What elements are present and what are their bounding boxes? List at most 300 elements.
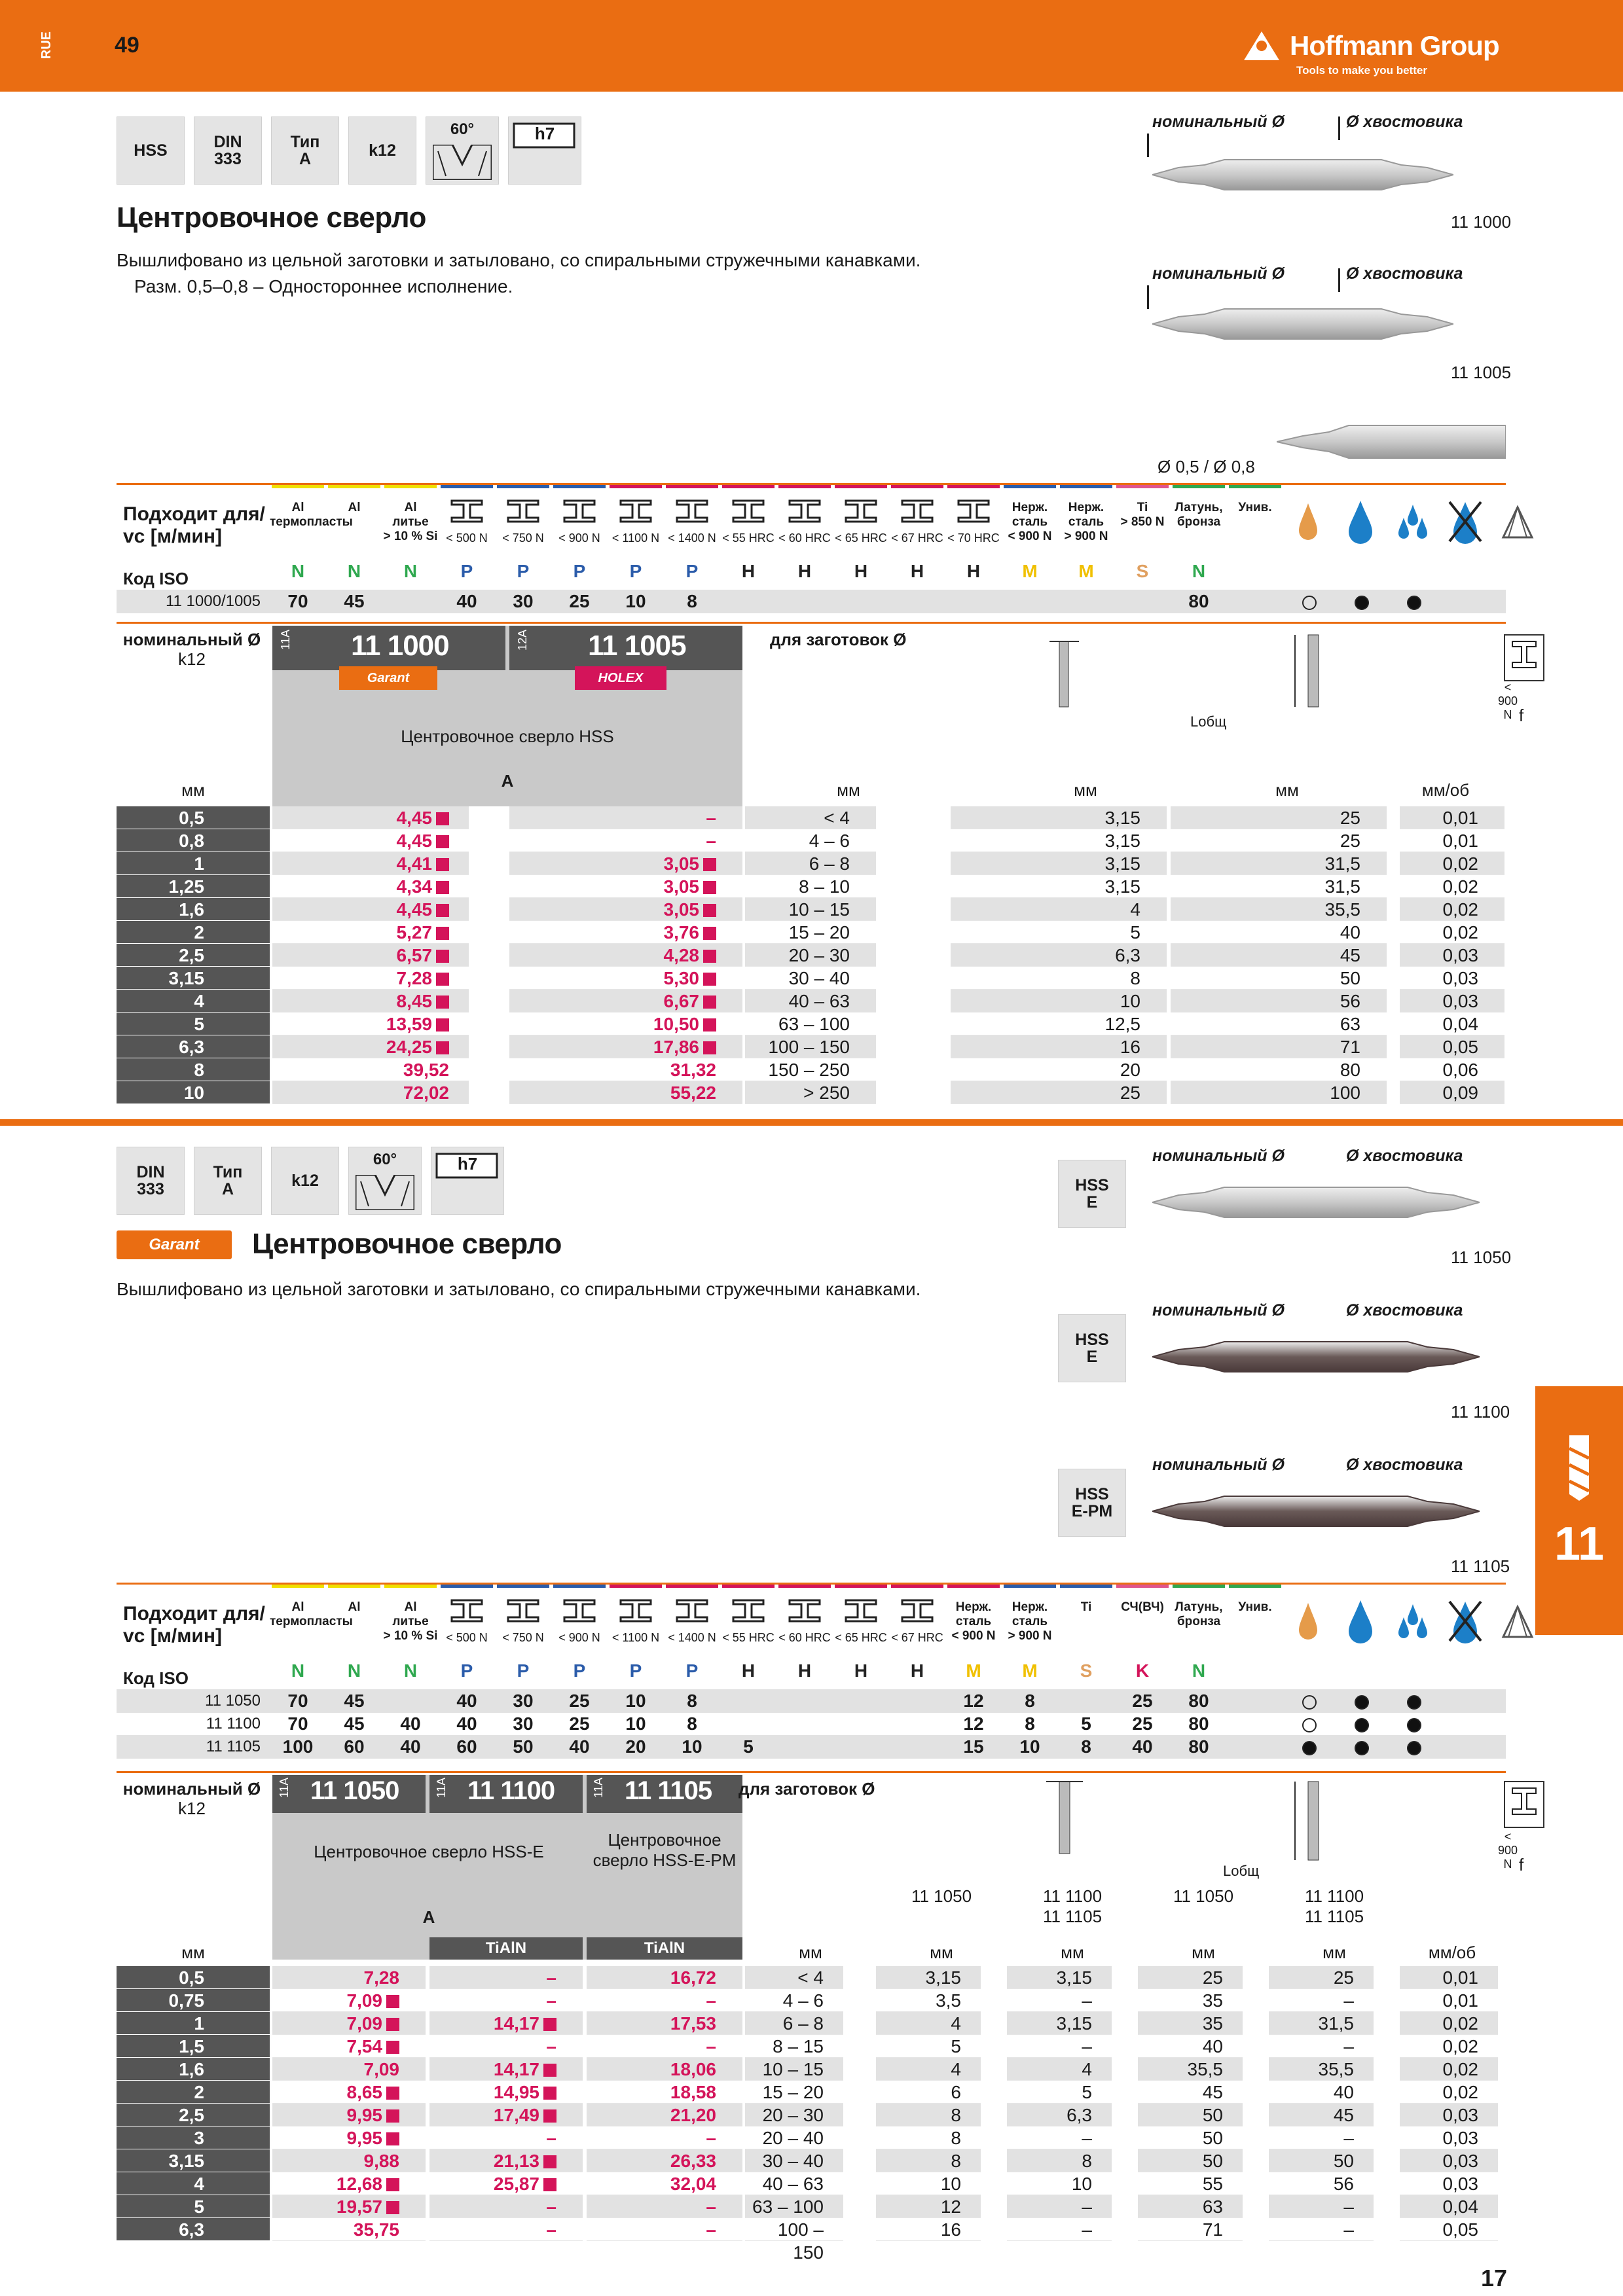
section1-size-note: Разм. 0,5–0,8 – Одностороннее исполнение. bbox=[134, 276, 513, 296]
table-cell bbox=[1400, 829, 1504, 852]
material-column bbox=[664, 485, 720, 558]
spec-badge bbox=[431, 1147, 504, 1215]
material-color-bar bbox=[891, 485, 943, 488]
table-cell bbox=[429, 2058, 583, 2081]
material-label: < 1400 N bbox=[668, 531, 716, 545]
stock-marker-icon bbox=[703, 950, 716, 963]
iso-code-label: Код ISO bbox=[123, 569, 189, 588]
blank-dia-header: для заготовок Ø bbox=[739, 1779, 875, 1799]
steel-beam-icon bbox=[619, 499, 652, 523]
material-column bbox=[1002, 1585, 1058, 1658]
nominal-dia-header: номинальный Ø bbox=[122, 1779, 261, 1799]
shank-dia-label: Ø хвостовика bbox=[1346, 1301, 1463, 1319]
spec-badge bbox=[508, 117, 581, 185]
table-cell bbox=[587, 2058, 742, 2081]
cell-value: 8 bbox=[951, 2128, 961, 2148]
nominal-dia-cell: 10 bbox=[117, 1081, 270, 1104]
stock-marker-icon bbox=[436, 973, 449, 986]
stock-marker-icon bbox=[436, 858, 449, 871]
spray-icon bbox=[1395, 1598, 1431, 1643]
material-column bbox=[326, 485, 382, 558]
table-row bbox=[117, 875, 1506, 898]
cell-value: 0,02 bbox=[1442, 922, 1478, 942]
cell-value: 3,15 bbox=[1104, 808, 1140, 828]
coating-label: TiAlN bbox=[429, 1937, 583, 1960]
cell-value: 6,3 bbox=[1115, 945, 1140, 965]
cooling-flag bbox=[1388, 1735, 1440, 1759]
table-cell bbox=[745, 829, 876, 852]
material-column bbox=[382, 485, 439, 558]
table-cell bbox=[1400, 990, 1504, 1013]
material-badge: HSS E bbox=[1058, 1314, 1126, 1382]
table-cell bbox=[272, 829, 469, 852]
cell-value: 35,5 bbox=[1324, 899, 1360, 920]
material-label: Латунь, бронза bbox=[1175, 1600, 1223, 1628]
table-cell bbox=[272, 2149, 426, 2172]
cell-value: 8 bbox=[1082, 2151, 1092, 2171]
table-cell bbox=[745, 2172, 843, 2195]
table-cell bbox=[1400, 1966, 1498, 1989]
stock-marker-icon bbox=[703, 927, 716, 940]
nominal-dia-cell: 8 bbox=[117, 1058, 270, 1081]
material-column bbox=[720, 1585, 776, 1658]
table-cell bbox=[1400, 2012, 1498, 2035]
table-cell bbox=[509, 990, 742, 1013]
cell-value: 45 bbox=[1333, 2105, 1354, 2125]
cell-value: 100 bbox=[1330, 1083, 1360, 1103]
cooling-flag bbox=[1336, 1689, 1388, 1713]
cell-value: 5 bbox=[1130, 922, 1140, 942]
region-code: RUE bbox=[39, 31, 54, 60]
steel-beam-icon bbox=[957, 499, 990, 523]
cell-value: 5,27 bbox=[396, 922, 432, 942]
table-cell bbox=[1269, 2081, 1374, 2104]
table-cell bbox=[1269, 1989, 1374, 2012]
vc-value: 8 bbox=[1025, 1691, 1035, 1711]
vc-row bbox=[117, 1735, 1506, 1759]
cell-value: 0,02 bbox=[1442, 2082, 1478, 2102]
cell-value: 30 – 40 bbox=[788, 968, 850, 988]
material-badge: HSS E-PM bbox=[1058, 1469, 1126, 1537]
stock-marker-icon bbox=[543, 2155, 556, 2168]
material-column bbox=[495, 485, 551, 558]
suitable-for-label: Подходит для/ bbox=[123, 1603, 265, 1624]
cell-value: 25 bbox=[1120, 1083, 1140, 1103]
cooling-flag bbox=[1388, 590, 1440, 613]
table-cell bbox=[951, 875, 1167, 898]
table-cell bbox=[509, 1058, 742, 1081]
filled-circle-icon bbox=[1355, 1695, 1369, 1710]
material-color-bar bbox=[778, 1585, 831, 1588]
material-label: < 70 HRC bbox=[947, 531, 1000, 545]
table-cell bbox=[587, 2172, 742, 2195]
cell-value: 21,20 bbox=[670, 2105, 716, 2125]
iso-code: N bbox=[291, 1660, 305, 1681]
table-cell bbox=[745, 1035, 876, 1058]
vc-value: 80 bbox=[1188, 1736, 1209, 1757]
material-column bbox=[776, 1585, 833, 1658]
nominal-dia-cell: 6,3 bbox=[117, 1035, 270, 1058]
sub-code: 11 1050 bbox=[1173, 1886, 1234, 1906]
table-cell bbox=[587, 2126, 742, 2149]
suitable-for-label: Подходит для/ bbox=[123, 503, 265, 525]
table-cell bbox=[509, 1081, 742, 1104]
cell-value: 3,05 bbox=[663, 876, 699, 897]
vc-value: 25 bbox=[1132, 1691, 1153, 1711]
iso-code: N bbox=[347, 1660, 361, 1681]
cell-value: 0,02 bbox=[1442, 2013, 1478, 2034]
spec-badge: k12 bbox=[271, 1147, 339, 1215]
k12-header: k12 bbox=[178, 1799, 206, 1818]
cell-value: – bbox=[1343, 2128, 1354, 2148]
material-label: < 750 N bbox=[502, 1631, 544, 1644]
page-number: 17 bbox=[1481, 2265, 1508, 2291]
table-cell bbox=[1400, 967, 1504, 990]
steel-beam-icon bbox=[450, 1599, 483, 1623]
material-color-bar bbox=[1060, 1585, 1112, 1588]
table-cell bbox=[272, 2035, 426, 2058]
cell-value: 14,95 bbox=[493, 2082, 539, 2102]
tensile-label: < 900 N bbox=[1498, 1830, 1518, 1871]
stock-marker-icon bbox=[543, 2087, 556, 2100]
chapter-tab[interactable] bbox=[1535, 1386, 1623, 1635]
table-cell bbox=[745, 2058, 843, 2081]
cell-value: 45 bbox=[1202, 2082, 1223, 2102]
table-cell bbox=[1269, 2058, 1374, 2081]
nominal-dia-cell: 6,3 bbox=[117, 2218, 270, 2241]
brand-tagline: Tools to make you better bbox=[1296, 64, 1427, 77]
material-color-bar bbox=[1116, 485, 1169, 488]
cell-value: 55 bbox=[1202, 2174, 1223, 2194]
material-label: < 67 HRC bbox=[891, 531, 943, 545]
cell-value: – bbox=[1082, 2197, 1092, 2217]
product-name: Центровочное сверло HSS bbox=[401, 726, 614, 746]
material-label: < 900 N bbox=[558, 531, 600, 545]
nominal-dia-label: номинальный Ø bbox=[1152, 1147, 1285, 1165]
material-column bbox=[495, 1585, 551, 1658]
material-column bbox=[1171, 1585, 1227, 1658]
material-column bbox=[776, 485, 833, 558]
material-column bbox=[1058, 1585, 1114, 1658]
cell-value: 7,28 bbox=[396, 968, 432, 988]
garant-badge: Garant bbox=[117, 1230, 232, 1259]
vc-value: 8 bbox=[1081, 1736, 1091, 1757]
table-row bbox=[117, 898, 1506, 921]
stock-marker-icon bbox=[386, 2132, 399, 2145]
center-drill-image bbox=[1152, 288, 1453, 360]
table-cell bbox=[1138, 2195, 1243, 2218]
table-cell bbox=[272, 2195, 426, 2218]
table-cell bbox=[1171, 829, 1387, 852]
cell-value: 31,32 bbox=[670, 1060, 716, 1080]
table-cell bbox=[509, 875, 742, 898]
material-column bbox=[1114, 1585, 1171, 1658]
cooling-flag bbox=[1283, 1712, 1336, 1736]
cell-value: 20 bbox=[1120, 1060, 1140, 1080]
material-color-bar bbox=[610, 485, 662, 488]
cell-value: 45 bbox=[1340, 945, 1360, 965]
table-cell bbox=[272, 852, 469, 875]
table-cell bbox=[1269, 2149, 1374, 2172]
cell-value: 4 bbox=[951, 2013, 961, 2034]
material-color-bar bbox=[441, 485, 493, 488]
table-cell bbox=[509, 806, 742, 829]
material-column bbox=[664, 1585, 720, 1658]
vc-value bbox=[1002, 590, 1058, 613]
material-color-bar bbox=[384, 1585, 437, 1588]
cell-value: 63 bbox=[1340, 1014, 1360, 1034]
table-cell bbox=[1400, 921, 1504, 944]
cell-value: 72,02 bbox=[403, 1083, 449, 1103]
material-label: Al литье > 10 % Si bbox=[383, 501, 438, 543]
cell-value: 0,03 bbox=[1442, 2105, 1478, 2125]
cell-value: 56 bbox=[1333, 2174, 1354, 2194]
vc-value: 25 bbox=[569, 591, 590, 611]
material-label: Латунь, бронза bbox=[1175, 501, 1223, 529]
iso-code: N bbox=[403, 1660, 418, 1681]
mql-icon bbox=[1499, 1598, 1536, 1643]
cell-value: 10 – 15 bbox=[762, 2059, 824, 2079]
stock-marker-icon bbox=[386, 2201, 399, 2214]
vc-value: 40 bbox=[569, 1736, 590, 1757]
table-cell bbox=[1171, 921, 1387, 944]
cell-value: 3,15 bbox=[1056, 1967, 1092, 1988]
steel-beam-icon bbox=[845, 1599, 877, 1623]
steel-beam-icon bbox=[732, 1599, 765, 1623]
table-cell bbox=[509, 944, 742, 967]
nominal-dia-cell: 3 bbox=[117, 2126, 270, 2149]
material-color-bar bbox=[666, 485, 718, 488]
cell-value: 40 bbox=[1340, 922, 1360, 942]
cell-value: 63 – 100 bbox=[752, 2197, 824, 2217]
cell-value: 150 – 250 bbox=[768, 1060, 850, 1080]
table-cell bbox=[1400, 875, 1504, 898]
cell-value: 18,58 bbox=[670, 2082, 716, 2102]
cell-value: 7,54 bbox=[346, 2036, 382, 2056]
cell-value: 3,5 bbox=[936, 1990, 961, 2011]
vc-value: 40 bbox=[456, 1691, 477, 1711]
table-cell bbox=[509, 967, 742, 990]
cell-value: 4,34 bbox=[396, 876, 432, 897]
material-color-bar bbox=[441, 1585, 493, 1588]
table-cell bbox=[1007, 2035, 1112, 2058]
table-cell bbox=[1400, 1035, 1504, 1058]
table-cell bbox=[1138, 2126, 1243, 2149]
iso-code: S bbox=[1080, 1660, 1093, 1681]
table-cell bbox=[951, 852, 1167, 875]
vc-value: 60 bbox=[344, 1736, 365, 1757]
material-column bbox=[270, 1585, 353, 1658]
cell-value: 25 bbox=[1340, 831, 1360, 851]
material-label: < 1100 N bbox=[611, 1631, 660, 1644]
cell-value: 16 bbox=[940, 2219, 961, 2240]
cell-value: 15 – 20 bbox=[788, 922, 850, 942]
cell-value: 100 – 150 bbox=[768, 1037, 850, 1057]
table-cell bbox=[1400, 2195, 1498, 2218]
emulsion-icon bbox=[1342, 498, 1379, 544]
table-cell bbox=[1269, 2012, 1374, 2035]
cell-value: 35,5 bbox=[1318, 2059, 1354, 2079]
table-cell bbox=[429, 2195, 583, 2218]
table-cell bbox=[1138, 2081, 1243, 2104]
table-row bbox=[117, 1989, 1506, 2012]
filled-circle-icon bbox=[1407, 1718, 1421, 1732]
cell-value: 100 – 150 bbox=[777, 2219, 824, 2263]
material-color-bar bbox=[835, 1585, 887, 1588]
shank-dia-label: Ø хвостовика bbox=[1346, 264, 1463, 283]
spec-badge bbox=[348, 1147, 422, 1215]
vc-value: 30 bbox=[513, 591, 534, 611]
tolerance-label: h7 bbox=[534, 124, 555, 143]
table-row bbox=[117, 1013, 1506, 1035]
type-a-label: A bbox=[501, 771, 514, 791]
table-cell bbox=[876, 2058, 981, 2081]
cell-value: 24,25 bbox=[386, 1037, 432, 1057]
sub-code: 11 1100 11 1105 bbox=[1304, 1886, 1364, 1926]
nominal-dia-cell: 2 bbox=[117, 921, 270, 944]
steel-beam-icon bbox=[901, 1599, 934, 1623]
cell-value: 40 – 63 bbox=[762, 2174, 824, 2194]
cell-value: 10 bbox=[940, 2174, 961, 2194]
no-cooling-icon bbox=[1447, 1598, 1484, 1643]
iso-code: N bbox=[1192, 561, 1206, 581]
iso-code: P bbox=[573, 1660, 586, 1681]
no-cooling-icon bbox=[1447, 498, 1484, 544]
table-cell bbox=[1400, 1081, 1504, 1104]
table-cell bbox=[1007, 2081, 1112, 2104]
table-cell bbox=[429, 2149, 583, 2172]
k12-header: k12 bbox=[178, 649, 206, 669]
table-cell bbox=[876, 1989, 981, 2012]
vc-value bbox=[889, 1712, 945, 1736]
table-row bbox=[117, 2081, 1506, 2104]
table-cell bbox=[1007, 2058, 1112, 2081]
vc-value bbox=[776, 590, 833, 613]
iso-code: H bbox=[741, 1660, 756, 1681]
nominal-dia-label: номинальный Ø bbox=[1152, 1456, 1285, 1474]
material-column bbox=[551, 1585, 608, 1658]
mm-header: мм bbox=[1275, 780, 1299, 800]
table-cell bbox=[429, 1989, 583, 2012]
table-row bbox=[117, 1081, 1506, 1104]
spec-badge: DIN 333 bbox=[117, 1147, 185, 1215]
dimension-icons bbox=[981, 628, 1570, 726]
table-cell bbox=[1138, 2104, 1243, 2126]
mm-header: мм bbox=[837, 780, 860, 800]
material-column bbox=[1058, 485, 1114, 558]
vc-value bbox=[1058, 590, 1114, 613]
cell-value: 55,22 bbox=[670, 1083, 716, 1103]
vc-row-label: 11 1050 bbox=[205, 1692, 261, 1710]
table-cell bbox=[876, 2195, 981, 2218]
section1-title: Центровочное сверло bbox=[117, 202, 426, 234]
material-label: < 60 HRC bbox=[778, 531, 831, 545]
table-row bbox=[117, 2012, 1506, 2035]
table-cell bbox=[876, 2081, 981, 2104]
nominal-dia-cell: 1,6 bbox=[117, 898, 270, 921]
table-cell bbox=[745, 898, 876, 921]
stock-marker-icon bbox=[386, 2041, 399, 2054]
cell-value: – bbox=[546, 2197, 556, 2217]
material-color-bar bbox=[778, 485, 831, 488]
iso-code: P bbox=[685, 561, 699, 581]
brand-name: Hoffmann Group bbox=[1290, 30, 1499, 61]
table-cell bbox=[587, 2012, 742, 2035]
table-cell bbox=[745, 1013, 876, 1035]
section2-title: Центровочное сверло bbox=[252, 1228, 562, 1260]
table-cell bbox=[1400, 2081, 1498, 2104]
vc-value bbox=[1058, 1689, 1114, 1713]
cell-value: 19,57 bbox=[336, 2197, 382, 2217]
table-cell bbox=[1269, 2172, 1374, 2195]
table-cell bbox=[1007, 2012, 1112, 2035]
vc-value: 15 bbox=[963, 1736, 984, 1757]
cell-value: 12,5 bbox=[1104, 1014, 1140, 1034]
table-cell bbox=[272, 2058, 426, 2081]
iso-code: M bbox=[1022, 1660, 1038, 1681]
type-tag: 11A bbox=[592, 1778, 605, 1798]
nominal-dia-cell: 2 bbox=[117, 2081, 270, 2104]
cell-value: 0,03 bbox=[1442, 2174, 1478, 2194]
small-size-note: Ø 0,5 / Ø 0,8 bbox=[1158, 457, 1255, 476]
material-column bbox=[382, 1585, 439, 1658]
table-row bbox=[117, 2172, 1506, 2195]
material-table-1 bbox=[117, 483, 1506, 614]
table-cell bbox=[1400, 2035, 1498, 2058]
product-code: 11 1105 bbox=[1451, 1556, 1510, 1576]
cell-value: 9,88 bbox=[363, 2151, 399, 2171]
vc-value: 10 bbox=[625, 1691, 646, 1711]
cell-value: 3,76 bbox=[663, 922, 699, 942]
iso-code: P bbox=[460, 1660, 473, 1681]
nominal-dia-cell: 5 bbox=[117, 2195, 270, 2218]
cooling-flag bbox=[1283, 590, 1336, 613]
steel-beam-icon bbox=[676, 1599, 708, 1623]
table-cell bbox=[876, 2012, 981, 2035]
vc-value: 10 bbox=[625, 591, 646, 611]
table-cell bbox=[429, 2012, 583, 2035]
coating-label: TiAlN bbox=[587, 1937, 742, 1960]
dim-arrow-icon bbox=[1147, 134, 1149, 157]
cell-value: 63 bbox=[1202, 2197, 1223, 2217]
cell-value: – bbox=[706, 2197, 716, 2217]
stock-marker-icon bbox=[386, 2087, 399, 2100]
material-label: Ti > 850 N bbox=[1120, 501, 1165, 529]
table-cell bbox=[272, 2126, 426, 2149]
table-cell bbox=[951, 921, 1167, 944]
table-row bbox=[117, 1058, 1506, 1081]
table-cell bbox=[1171, 852, 1387, 875]
vc-value: 8 bbox=[687, 1713, 697, 1734]
page-header bbox=[0, 0, 1623, 92]
dry-icon bbox=[1290, 1598, 1326, 1643]
vc-value: 25 bbox=[569, 1691, 590, 1711]
vc-value: 40 bbox=[456, 1713, 477, 1734]
type-tag: 12A bbox=[516, 630, 529, 651]
nominal-dia-cell: 2,5 bbox=[117, 2104, 270, 2126]
cell-value: 10 bbox=[1071, 2174, 1092, 2194]
iso-code: P bbox=[517, 1660, 530, 1681]
table-cell bbox=[745, 852, 876, 875]
stock-marker-icon bbox=[543, 2109, 556, 2123]
spray-icon bbox=[1395, 498, 1431, 544]
table-row bbox=[117, 829, 1506, 852]
table-cell bbox=[1400, 2218, 1498, 2241]
table-cell bbox=[1400, 2149, 1498, 2172]
cell-value: > 250 bbox=[803, 1083, 850, 1103]
vc-value bbox=[889, 1689, 945, 1713]
section1-desc: Вышлифовано из цельной заготовки и затыловано, со спиральными стружечными канавками. bbox=[117, 250, 921, 270]
